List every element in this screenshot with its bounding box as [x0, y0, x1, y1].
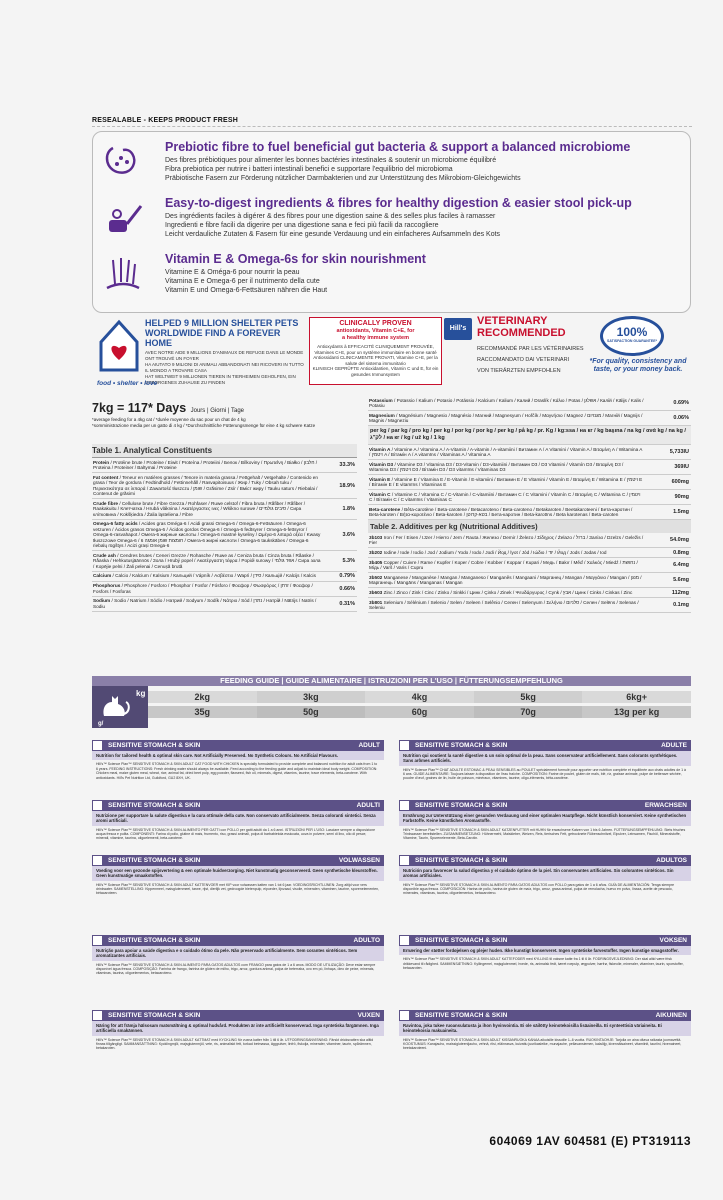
benefit-title: Vitamin E & Omega-6s for skin nourishment: [165, 252, 426, 266]
cat-mark-icon: [399, 935, 410, 946]
language-block: [92, 800, 384, 853]
nutrient-label: [368, 558, 645, 572]
table1-title: Table 1. Analytical Constituents: [92, 444, 357, 458]
language-block: [399, 740, 691, 798]
gram-day-label: g/: [98, 721, 104, 727]
language-body: Hill's™ Science Plan™ SENSITIVE STOMACH & SKIN ADULT KATTMAT med KYCKLING för vuxna katter från 1 till 6 år. UTFODRINGSANVISNING: Färskt dricksvatten ska alltid finnas tillgängligt. SAMMANSÄTTNING: Kycklingmjöl, majsglutenmjöl, vete, ris, animaliskt fett, torkad betmassa, äggpulver, linfrö, fiskolja, mineraler, vitaminer, taurin, spårämnen, betakaroten.: [96, 1037, 374, 1051]
guarantee-seal: [600, 316, 664, 356]
table-row: [368, 598, 691, 613]
language-body: Hill's™ Science Plan™ SENSITIVE STOMACH & SKIN ADULT KISSANRUOKA KANAA aikuisille kissoille 1–6 vuotta. RUOKINTAOHJE: Tarjolla on aina oltava raikasta juomavettä. KOOSTUMUS: Kanajauho, maissigluteenijauho, vehnä, riisi, eläinrasva, kuivattu juurikasleike, munajauhe, pellavansiemen, kalaöljy, kivennäisaineet, vitamiinit, tauriini, hivenaineet, beetakaroteeni.: [403, 1037, 682, 1051]
benefit-line: Des fibres prébiotiques pour alimenter les bonnes bactéries intestinales & soutenir un microbiome équilibré: [165, 157, 497, 164]
table-row: [368, 475, 691, 490]
cat-icon: [98, 690, 132, 718]
benefit-line: Leicht verdauliche Zutaten & Fasern für eine gesunde Verdauung und ein einfacheres Aufsammeln des Kots: [165, 231, 501, 238]
table-row: [92, 473, 357, 499]
table-row: [368, 533, 691, 548]
guarantee-text: *For quality, consistency and taste, or your money back.: [589, 358, 687, 373]
language-body: Hill's™ Science Plan™ SENSITIVE STOMACH & SKIN ALIMENTO PARA GATOS ADULTOS com FRANGO para gatos de 1 a 6 anos. MODO DE UTILIZAÇÃO: Deve estar sempre disponível água fresca. COMPOSIÇÃO: Farinha de frango, farinha de glúten de milho, trigo, arroz, gordura animal, polpa de beterraba, ovo em pó, linhaça, óleo de peixe, minerais, vitaminas, taurina, oligoelementos, betacaroteno.: [96, 962, 376, 976]
nutrient-name: 3b603: [369, 589, 383, 595]
product-variant: SENSITIVE STOMACH & SKIN: [108, 742, 201, 749]
product-variant: SENSITIVE STOMACH & SKIN: [108, 802, 201, 809]
language-intro: Nutrição para apoiar a saúde digestiva e o cuidado ótimo da pele. Não preservado artificialmente. Sem corantes sintéticos. Sem aromatizantes artificiais.: [92, 946, 384, 961]
hills-logo: Hill's: [444, 318, 472, 340]
product-variant: SENSITIVE STOMACH & SKIN: [415, 937, 508, 944]
nutrient-label: [368, 598, 645, 612]
clinical-title: a healthy immune system: [342, 334, 409, 341]
life-stage-label: ADULTOS: [656, 857, 687, 864]
duration-note: *somministrazione media per un gatto di 4 kg / *Durchschnittliche Fütterungsmenge für eine 4 kg schwere Katze: [92, 423, 316, 428]
benefit-title: Prebiotic fibre to fuel beneficial gut bacteria & support a balanced microbiome: [165, 140, 631, 154]
language-intro: Ernæring der støtter fordøjelsen og plejer huden. Ikke kunstigt konserveret. Ingen syntetiske farvestoffer. Ingen kunstige smagsstoffer.: [399, 946, 691, 955]
nutrient-label: [92, 458, 323, 472]
nutrient-translations: Selenium / Sélénium / Selenio / Selen / Seleen / Selênio / Селен / Selenyum / Σελήνιο / סלניום / Селен / Selēns / Selenas / Seleniu: [369, 599, 639, 610]
benefit-line: Des ingrédients faciles à digérer & des fibres pour une digestion saine & des selles plus faciles à ramasser: [165, 213, 496, 220]
life-stage-label: VOLWASSEN: [338, 857, 380, 864]
nutrient-value: 90mg: [674, 494, 689, 500]
feeding-grams-cell: 13g per kg: [582, 706, 691, 718]
language-block: [92, 855, 384, 931]
language-block: [399, 800, 691, 853]
nutrient-value: 0.8mg: [673, 549, 689, 556]
product-variant: SENSITIVE STOMACH & SKIN: [108, 937, 201, 944]
gram-day-label-box: [92, 720, 148, 728]
nutrient-translations: Iron / Fer / Eisen / IJzer / Hierro / Jern / Rauta / Железо / Demir / Železo / Σίδηρος / Żelazo / ברזל / Залізо / Dzelzs / Geležis / Fier: [369, 534, 644, 545]
language-tab: [92, 855, 384, 866]
language-block: [399, 935, 691, 1007]
life-stage-label: ADULT: [358, 742, 380, 749]
table-row: [92, 597, 357, 612]
benefit-line: Ingredienti e fibre facili da digerire per una digestione sana e feci più facili da raccogliere: [165, 222, 439, 229]
language-block: [399, 1010, 691, 1076]
product-variant: SENSITIVE STOMACH & SKIN: [415, 742, 508, 749]
cat-mark-icon: [399, 855, 410, 866]
language-tab: [399, 800, 691, 811]
nutrient-name: Potassium: [369, 397, 393, 403]
vet-title: VETERINARY: [477, 315, 548, 327]
feeding-grams-cell: 70g: [474, 706, 583, 718]
language-intro: Voeding voor een gezonde spijsvertering & een optimale huidverzorging. Niet kunstmatig geconserveerd. Geen synthetische kleurstoffen. Geen kunstmatige smaakstoffen.: [92, 866, 384, 881]
nutrient-translations: / Vitamine C / Vitamina C / C-Vitamin / C-vitamiini / Витамин C / C Vitamini / Vitamín C / Βιταμίνη C / Witamina C / ויטמין C / Вітамін C / C vitamīns / Vitaminas C: [369, 491, 641, 502]
language-block: [399, 855, 691, 931]
clinical-sub: KLINISCH GEPRÜFTE Antioxidantien, Vitamin C und E, für ein gesundes Immunsystem: [312, 366, 439, 377]
nutrient-value: 54.0mg: [670, 537, 689, 543]
feeding-grams-cell: 60g: [365, 706, 474, 718]
cat-weight-header: [92, 686, 148, 720]
benefits-panel: [92, 131, 691, 313]
nutrient-name: Magnesium: [369, 412, 395, 418]
cat-mark-icon: [92, 800, 103, 811]
shelter-sub: HA AIUTATO 9 MILIONI DI ANIMALI ABBANDONATI NEI RICOVERI IN TUTTO IL MONDO A TROVARE CASA: [145, 362, 304, 373]
cat-mark-icon: [399, 1010, 410, 1021]
cat-mark-icon: [92, 1010, 103, 1021]
nutrient-value: 0.69%: [673, 400, 689, 406]
nutrient-value: 5.3%: [342, 557, 355, 564]
nutrient-name: Sodium: [93, 598, 111, 603]
nutrient-translations: / Protéine brute / Proteine / Eiwit / Proteína / Proteiini / Белок / Bílkoviny / Πρωτεΐνη / Białko / חלבון / Proteina / Proteiner / Baltymai / Proteine: [93, 459, 318, 470]
skin-hair-icon: [101, 252, 145, 296]
feeding-weight-cell: 5kg: [474, 691, 583, 703]
nutrient-translations: / Magnésium / Magnesio / Magnésio / Магний / Magnesyum / Hořčík / Μαγνήσιο / Magnez / מגנזיום / Магній / Magnijs / Magnis / Magneziu: [369, 412, 643, 423]
shelter-title: HELPED 9 MILLION SHELTER PETS WORLDWIDE FIND A FOREVER HOME: [145, 318, 299, 348]
guarantee-seal-text: SATISFACTION GUARANTEE*: [607, 339, 657, 343]
nutrient-name: Vitamin C: [369, 491, 391, 497]
language-body: Hill's™ Science Plan™ CHAT ADULTE ESTOMAC & PEAU SENSIBLES au POULET spécialement formulé pour apporter une nutrition complète et équilibrée aux chats adultes de 1 à 6 ans. GUIDE ALIMENTAIRE: Toujours laisser à disposition de l'eau fraîche. COMPOSITION: Farine de poulet, gluten de maïs, blé, riz, graisse animale, pulpe de betterave séchée, poudre d'œuf, graines de lin, huile de poisson, minéraux, vitamines, taurine, oligo-éléments, bêta-carotène.: [403, 767, 687, 781]
nutrient-value: 5.6mg: [673, 577, 689, 583]
language-block: [92, 1010, 384, 1076]
table-row: [368, 573, 691, 588]
life-stage-label: ADULTI: [356, 802, 380, 809]
nutrient-value: 18.9%: [339, 482, 355, 489]
nutrient-label: [368, 548, 645, 557]
feeding-guide: [92, 676, 691, 727]
clinical-sub: Antioxydants à EFFICACITÉ CLINIQUEMENT PROUVÉE, Vitamines C+E, pour un système immunitaire en bonne santé: [314, 344, 437, 355]
logos-strip: [92, 312, 691, 394]
product-variant: SENSITIVE STOMACH & SKIN: [108, 857, 201, 864]
nutrient-label: [92, 597, 323, 611]
table-row: [368, 396, 691, 411]
nutrient-translations: / Cellulose brute / Fibre Grezza / Rohfaser / Ruwe celstof / Fibra bruta / Råfiber / Råfiber / Raakakuitu / Клетчатка / Hrubá vláknina / Ακατέργαστες ινες / Włókno surowe / סיבים גולמיים / Сира клітковина / Kokšķiedra / Žalia ląsteliena / Fibre: [93, 500, 306, 517]
product-variant: SENSITIVE STOMACH & SKIN: [415, 857, 508, 864]
nutrient-value: 0.79%: [339, 573, 355, 579]
nutrient-label: [92, 582, 323, 596]
satisfaction-guarantee: [568, 316, 690, 392]
nutrient-label: [368, 411, 645, 425]
nutrient-name: Omega-6 fatty acids: [93, 521, 138, 526]
nutrient-value: 3.6%: [342, 531, 355, 538]
nutrient-name: 3b202: [369, 549, 383, 555]
language-intro: Ernährung zur Unterstützung einer gesunden Verdauung und einer optimalen Hautpflege. Nicht künstlich konserviert. Keine synthetischen Farbstoffe. Keine künstlichen Aromastoffe.: [399, 811, 691, 826]
nutrient-value: 600mg: [671, 479, 689, 485]
nutrient-name: Vitamin A: [369, 446, 391, 452]
table-row: [368, 548, 691, 558]
benefit-line: Präbiotische Fasern zur Förderung nützlicher Darmbakterien und zur Unterstützung des Mikrobiom-Gleichgewichts: [165, 175, 521, 182]
nutrient-translations: / Potassio / Kalium / Potasio / Potássio / Kalcium / Kalium / Калий / Draslík / Κάλιο / Potas / אשלגן / Калій / Kālijs / Kalis / Potasiu: [369, 397, 644, 408]
nutrient-label: [92, 572, 323, 581]
nutrient-translations: / Bêta-carotène / Beta-carotene / Betacaroteno / Beta-caroteno / Betakaroten / Beetakaroteeni / Бета-каротин / Beta-karoten / Βήτα-καροτένιο / Beta-karoten / בטא-קרוטן / Бета-каротин / Beta-karotīns / Beta karotenas / Beta-caroten: [369, 506, 633, 517]
nutrient-label: [368, 505, 645, 519]
vet-sub: RECOMMANDÉ PAR LES VÉTÉRINAIRES: [477, 346, 584, 352]
nutrient-name: Crude fibre: [93, 500, 119, 506]
clinically-proven-badge: [309, 317, 442, 385]
nutrient-name: 3b405: [369, 559, 383, 565]
language-intro: Nutrition qui soutient la santé digestive & un soin optimal de la peau. Sans conservateur artificiellement. Sans colorants synthétiques. Sans arômes artificiels.: [399, 751, 691, 766]
clinical-sub: Antiossidanti CLINICAMENTE PROVATI, Vitamine C+E, per la salute del sistema immunitario: [313, 355, 438, 366]
language-tab: [92, 800, 384, 811]
benefit-line: Vitamin E und Omega-6-Fettsäuren nähren die Haut: [165, 287, 328, 294]
nutrient-label: [368, 396, 645, 410]
table-row: [368, 490, 691, 505]
nutrient-label: [92, 473, 323, 498]
benefit-line: Vitamina E e Omega-6 per il nutrimento della cute: [165, 278, 320, 285]
product-variant: SENSITIVE STOMACH & SKIN: [415, 802, 508, 809]
nutrient-label: [368, 445, 645, 459]
table-row: [368, 445, 691, 460]
shelter-program-logo: [97, 316, 304, 390]
nutrient-value: 0.66%: [339, 585, 355, 592]
nutrient-translations: / Teneur en matières grasses / Tenore in materia grassa / Fettgehalt / Vetgehalte / Contenido en grasa / Teor de gordura / Fedtindhold / Fettinnehåll / Rasvapitoisuus / Жир / Tuky / Obsah tuku / Περιεκτικότητα σε λιπαρά / Zawartość tłuszczu / שומן / Grăsime / Zsír / Вміст жиру / Tauku saturs / Riebalai / Contenut de grăsimi: [93, 474, 318, 496]
language-tab: [92, 740, 384, 751]
analytical-constituents-table: [92, 444, 357, 612]
batch-codes: 604069 1AV 604581 (E) PT319113: [489, 1134, 691, 1148]
language-body: Hill's™ Science Plan™ SENSITIVE STOMACH & SKIN ALIMENTO PARA GATOS ADULTOS con POLLO para gatos de 1 a 6 años. GUÍA DE ALIMENTACIÓN: Tenga siempre disponible agua fresca. COMPOSICIÓN: Harina de pollo, harina de gluten de maíz, trigo, arroz, grasa animal, pulpa de remolacha, huevo en polvo, linaza, aceite de pescado, minerales, vitaminas, taurina, oligoelementos, betacaroteno.: [403, 882, 675, 896]
feeding-grid: [92, 686, 691, 728]
language-tab: [92, 935, 384, 946]
life-stage-label: AIKUINEN: [655, 1012, 687, 1019]
clinical-title: CLINICALLY PROVEN: [339, 320, 412, 327]
table-row: [368, 505, 691, 520]
shelter-tagline: food • shelter • love: [97, 380, 158, 387]
language-body: Hill's™ Science Plan™ SENSITIVE STOMACH & SKIN ADULT CAT FOOD WITH CHICKEN is specially formulated to provide complete and balanced nutrition for adult cats from 1 to 6 years. FEEDING INSTRUCTIONS: Fresh drinking water should always be available. Feed according to the feeding guide and adjust to maintain ideal body weight. COMPOSITION: Chicken meal, maize gluten meal, wheat, rice, animal fat, dried beet pulp, egg powder, flaxseed, fish oil, minerals, digest, vitamins, taurine, trace elements, beta-carotene. With antioxidants. Hill's Pet Nutrition Ltd, Guildford, GU2 8XH, UK.: [96, 762, 378, 780]
benefit-line: Fibra prebiotica per nutrire i batteri intestinali benefici e supportare l'equilibrio del microbioma: [165, 166, 453, 173]
cat-mark-icon: [92, 855, 103, 866]
language-tab: [399, 935, 691, 946]
nutrient-name: Phosphorus: [93, 583, 121, 588]
nutrient-label: [92, 499, 323, 519]
nutrient-translations: / Vitamine A / Vitamina A / A-Vitamin / A-vitamin / A-vitamiini / Витамин A / A Vitamini / Vitamin A / Βιταμίνη A / Witamina A / ויטמין A / Вітамін A / A vitamīns / Vitaminas A / Vitamina A: [369, 446, 643, 457]
nutrient-translations: Copper / Cuivre / Rame / Kupfer / Koper / Cobre / Kobber / Koppar / Kupari / Медь / Bakır / Měď / Χαλκός / Miedź / נחושת / Мідь / Varš / Varis / Cupru: [369, 559, 638, 570]
nutrient-name: Vitamin D3: [369, 461, 394, 467]
table-row: [92, 572, 357, 582]
language-tab: [399, 855, 691, 866]
language-block: [92, 935, 384, 1007]
life-stage-label: ADULTO: [353, 937, 380, 944]
language-intro: Näring för att främja hälsosam matsmältning & optimal hudvård. Produkten är inte artificiellt konserverad. Inga syntetiska färgämnen. Inga artificiella smakämnen.: [92, 1021, 384, 1036]
clinical-title: antioxidants, Vitamin C+E, for: [336, 328, 415, 334]
nutrient-value: 5,733IU: [669, 449, 689, 455]
nutrient-name: Fat content: [93, 474, 119, 480]
nutrient-name: Protein: [93, 459, 110, 465]
nutrient-label: [368, 573, 645, 587]
feeding-guide-title: FEEDING GUIDE | GUIDE ALIMENTAIRE | ISTRUZIONI PER L'USO | FÜTTERUNGSEMPFEHLUNG: [92, 676, 691, 686]
feeding-weight-cell: 4kg: [365, 691, 474, 703]
nutrient-label: [368, 475, 645, 489]
table-row: [368, 411, 691, 426]
table-row: [368, 460, 691, 475]
cat-mark-icon: [92, 740, 103, 751]
nutrient-label: [368, 533, 645, 547]
table2-title: Table 2. Additives per kg (Nutritional Additives): [368, 520, 691, 533]
nutrient-label: [92, 551, 323, 571]
nutrient-value: 369IU: [674, 464, 689, 470]
language-intro: Nutrition for tailored health & optimal skin care. Not Artificially Preserved. No Synthetic Colours. No Artificial Flavours.: [92, 751, 384, 760]
nutrient-name: Crude ash: [93, 552, 116, 558]
language-block: [92, 740, 384, 798]
language-tab: [399, 1010, 691, 1021]
nutrient-name: Beta-carotene: [369, 506, 401, 512]
reseal-label: RESEALABLE - KEEPS PRODUCT FRESH: [92, 117, 239, 124]
product-variant: SENSITIVE STOMACH & SKIN: [415, 1012, 508, 1019]
cat-mark-icon: [92, 935, 103, 946]
language-tab: [92, 1010, 384, 1021]
language-intro: Ravintoa, joka tukee ruoansulatusta ja ihon hyvinvointia. Ei ole säilötty keinotekoisilla lisäaineilla. Ei synteettisiä väriaineita. Ei keinotekoisia makuaineita.: [399, 1021, 691, 1036]
reseal-cutline: [92, 126, 692, 127]
kg-label: kg: [136, 689, 146, 698]
feeding-grams-cell: 35g: [148, 706, 257, 718]
nutrient-translations: / Cendres brutes / Ceneri Grezze / Rohasche / Ruwe as / Ceniza bruta / Cinza bruta / Råaske / Råaska / Hehkutusjäännös / Зола / Hrubý popel / Ακατέργαστη τέφρα / Popiół surowy / אפר גולמי / Сира зола / Kopējie pelni / Žali pelenai / Cenușă brută: [93, 552, 321, 569]
duration-suffix: Jours | Giorni | Tage: [190, 408, 244, 414]
nutrient-translations: / Phosphore / Fosforo / Phosphor / Fosfor / Fósforo / Фосфор / Φωσφόρος / זרחן / Фосфор / Fosfors / Fosforas: [93, 583, 313, 594]
nutrient-translations: Zinc / Zinco / Zink / Cinc / Zinko / Sinkki / Цинк / Çinko / Zinek / Ψευδάργυρος / Cynk / אבץ / Цинк / Cinks / Cinkas / Zinc: [382, 589, 633, 595]
benefit-title: Easy-to-digest ingredients & fibres for healthy digestion & easier stool pick-up: [165, 196, 632, 210]
nutrient-translations: / Calcio / Kalcium / Kalsium / Кальций / Vápník / Ασβέστιο / Wapń / סידן / Кальцій / Kalcijs / Kalcis: [111, 573, 316, 578]
cat-mark-icon: [399, 740, 410, 751]
nutrient-value: 0.1mg: [673, 602, 689, 608]
nutrient-translations: / Acides gras Oméga-6 / Acidi grassi Omega-6 / Omega-6-Fettsäuren / Omega-6 vetzuren / Ácidos grasos Omega-6 / Ácidos gordos Ómega-6 / Omega-6 fedtsyrer / Omega-6-fettsyror / Omega-6-rasvahapot / Омега-6 жирные кислоты / Omega-6 mastné kyseliny / Ωμέγα-6 λιπαρά οξέα / Kwasy tłuszczowe Omega-6 / חומצות שומן אומגה 6 / Омега-6 жирні кислоти / Omega-6 taukskābes / Omega-6 riebalų rūgštys / Acizi grași Omega-6: [93, 521, 321, 548]
duration-note: *average feeding for a 4kg cat / *durée moyenne du sac pour un chat de 4 kg: [92, 417, 246, 422]
language-body: Hill's™ Science Plan™ SENSITIVE STOMACH & SKIN ALIMENTO PER GATTI con POLLO per gatti adulti da 1 a 6 anni. ISTRUZIONI PER L'USO: Lasciare sempre a disposizione acqua fresca e pulita. COMPONENTI: Farina di pollo, glutine di mais, frumento, riso, grassi animali, polpa di barbabietola essiccata, uova in polvere, semi di lino, olio di pesce, minerali, vitamine, taurina, oligoelementi, beta-carotene.: [96, 827, 376, 841]
language-body: Hill's™ Science Plan™ SENSITIVE STOMACH & SKIN ADULT KATTENVOER met KIP voor volwassen katten van 1 tot 6 jaar. VOEDINGSRICHTLIJNEN: Zorg altijd voor vers drinkwater. SAMENSTELLING: Kippenmeel, maisglutenmeel, tarwe, rijst, dierlijk vet, gedroogde bietenpulp, eipoeder, lijnzaad, visolie, mineralen, vitaminen, taurine, sporenelementen, bètacaroteen.: [96, 882, 380, 896]
product-variant: SENSITIVE STOMACH & SKIN: [108, 1012, 201, 1019]
table-row: [92, 520, 357, 552]
nutrient-label: [92, 520, 323, 551]
nutrient-translations: Manganese / Manganèse / Mangan / Manganeso / Manganês / Mangaani / Марганец / Mangan / Μαγγάνιο / Mangan / מנגן / Марганець / Mangāns / Manganas / Mangan: [369, 574, 642, 585]
nutrient-value: 6.4mg: [673, 562, 689, 568]
nutrient-name: 3b103: [369, 534, 383, 540]
table-row: [92, 582, 357, 597]
nutrient-value: 1.8%: [342, 505, 355, 512]
nutrient-translations: / Vitamine D3 / Vitamina D3 / D3-Vitamin / D3-vitamiini / Витамин D3 / D3 Vitamini / Vitamín D3 / Βιταμίνη D3 / Witamina D3 / ויטמין D3 / Вітамін D3 / D3 vitamīns / Vitaminas D3: [369, 461, 624, 472]
bag-duration: [92, 399, 357, 439]
nutrient-value: 0.06%: [673, 415, 689, 421]
benefit-line: Vitamine E & Oméga-6 pour nourrir la peau: [165, 269, 300, 276]
feeding-weight-cell: 6kg+: [582, 691, 691, 703]
feeding-grams-cell: 50g: [257, 706, 366, 718]
nutrient-label: [368, 460, 645, 474]
life-stage-label: VOKSEN: [659, 937, 687, 944]
nutrient-label: [368, 588, 645, 597]
nutrient-name: Calcium: [93, 573, 112, 578]
language-tab: [399, 740, 691, 751]
stool-pickup-icon: [101, 196, 145, 240]
feeding-weight-cell: 3kg: [257, 691, 366, 703]
cat-mark-icon: [399, 800, 410, 811]
vet-sub: RACCOMANDATO DAI VETERINARI: [477, 357, 570, 363]
nutrient-name: Vitamin E: [369, 476, 391, 482]
table-row: [92, 499, 357, 520]
per-kg-header: per kg / par kg / pro kg / per kg / por kg / por kg / per kg / på kg / pr. Kg / kg:ssa / на кг / kg başına / na kg / ανά kg / na kg / לק"ג / на кг / kg / už kg / 1 kg: [368, 426, 691, 445]
vet-sub: VON TIERÄRZTEN EMPFOHLEN: [477, 368, 561, 374]
table-row: [92, 458, 357, 473]
language-body: Hill's™ Science Plan™ SENSITIVE STOMACH & SKIN ADULT KATZENFUTTER mit HUHN für erwachsene Katzen von 1 bis 6 Jahren. FÜTTERUNGSEMPFEHLUNG: Stets frisches Trinkwasser bereitstellen. ZUSAMMENSETZUNG: Hühnermehl, Maiskleber, Weizen, Reis, tierisches Fett, getrocknete Rübenschnitzel, Eipulver, Leinsamen, Fischöl, Mineralstoffe, Vitamine, Taurin, Spurenelemente, Beta-Carotin.: [403, 827, 686, 841]
prebiotic-icon: [101, 140, 145, 184]
nutrient-translations: / Vitamine E / Vitamina E / E-Vitamin / E-vitamiini / Витамин E / E Vitamini / Vitamín E / Βιταμίνη E / Witamina E / ויטמין E / Вітамін E / E vitamīns / Vitaminas E: [369, 476, 643, 487]
table-row: [92, 551, 357, 572]
nutrient-value: 0.31%: [339, 600, 355, 607]
duration-title: 7kg = 117* Days: [92, 401, 187, 415]
life-stage-label: VUXEN: [357, 1012, 380, 1019]
language-body: Hill's™ Science Plan™ SENSITIVE STOMACH & SKIN ADULT KATTEFODER med KYLLING til voksne katte fra 1 til 6 år. FODRINGSVEJLEDNING: Der skal altid være frisk drikkevand til rådighed. SAMMENSÆTNING: Kyllingemel, majsglutenmel, hvede, ris, animalsk fedt, tørret roepulp, ægpulver, hørfrø, fiskeolie, mineraler, vitaminer, taurin, sporstoffer, betacaroten.: [403, 957, 684, 971]
language-intro: Nutrizione per supportare la salute digestiva e la cura ottimale della cute. Non conservato artificialmente. Senza coloranti sintetici. Senza aromi artificiali.: [92, 811, 384, 826]
nutrient-value: 33.3%: [339, 462, 355, 468]
feeding-weight-cell: 2kg: [148, 691, 257, 703]
nutrients-table: [368, 396, 691, 613]
nutrient-name: 3b801: [369, 599, 383, 605]
nutrient-label: [368, 490, 645, 504]
table-row: [368, 588, 691, 598]
shelter-sub: AVEC NOTRE AIDE 9 MILLIONS D'ANIMAUX DE REFUGE DANS LE MONDE ONT TROUVÉ UN FOYER: [145, 350, 304, 361]
nutrient-translations: / Sodio / Natrium / Sódio / Натрий / Sodyum / Sodík / Νάτριο / Sód / נתרן / Натрій / Nātrijs / Natris / Sodiu: [93, 598, 317, 609]
nutrient-name: 3b502: [369, 574, 383, 580]
nutrient-translations: Iodine / Iode / Iodio / Jod / Jodium / Yodo / Iodo / Jodi / Йод / İyot / Jód / Ιώδιο / יוד / Йод / Jods / Jodas / Iod: [382, 549, 607, 555]
vet-title: RECOMMENDED: [477, 327, 566, 339]
table-row: [368, 558, 691, 573]
language-intro: Nutrición para favorecer la salud digestiva y el cuidado óptimo de la piel. Sin conservantes artificiales. Sin colorantes sintéticos. Sin aromas artificiales.: [399, 866, 691, 881]
life-stage-label: ERWACHSEN: [644, 802, 687, 809]
nutrient-value: 112mg: [671, 589, 689, 596]
house-heart-icon: [97, 316, 141, 378]
guarantee-percent: 100%: [616, 325, 648, 339]
life-stage-label: ADULTE: [661, 742, 687, 749]
shelter-sub: HAT WELTWEIT 9 MILLIONEN TIEREN IN TIERHEIMEN GEHOLFEN, EIN GEBORGENES ZUHAUSE ZU FINDEN: [145, 374, 296, 385]
nutrient-value: 1.5mg: [673, 509, 689, 515]
